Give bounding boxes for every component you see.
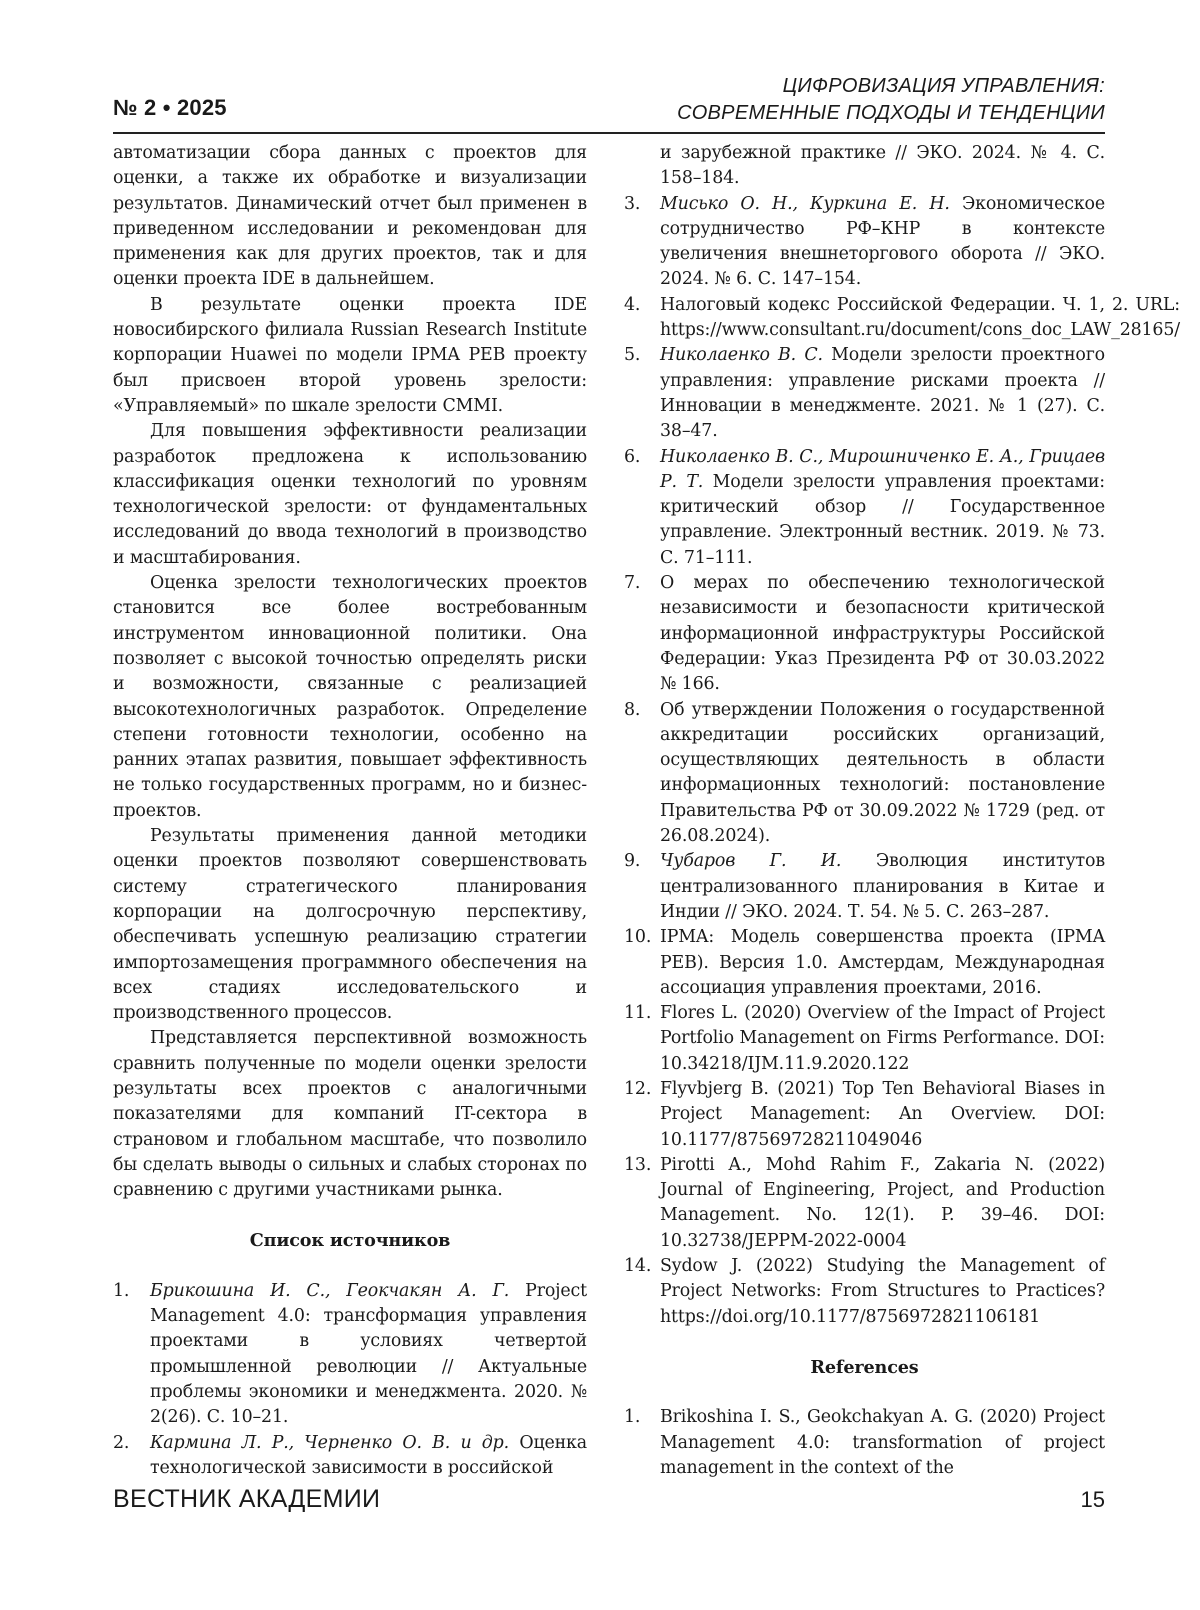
reference-item	[624, 1405, 1105, 1481]
reference-text: IPMA: Модель совершенства проекта (IPMA PEB). Версия 1.0. Амстердам, Международная ассоциация управления проектами, 2016.	[660, 927, 1105, 998]
reference-text: Экономическое сотрудничество РФ–КНР в контексте увеличения внешнеторгового оборота // ЭКО. 2024. № 6. С. 147–154.	[660, 193, 1105, 290]
reference-authors: Кармина Л. Р., Черненко О. В. и др.	[150, 1432, 510, 1453]
journal-name: ВЕСТНИК АКАДЕМИИ	[113, 1485, 381, 1513]
reference-number: 1.	[113, 1280, 130, 1301]
reference-text: Налоговый кодекс Российской Федерации. Ч. 1, 2. URL: https://www.consultant.ru/document/cons_doc_LAW_28165/	[660, 294, 1180, 341]
reference-item	[624, 293, 1180, 344]
reference-authors: Николаенко В. С., Мирошниченко Е. А., Грицаев Р. Т.	[660, 446, 1105, 492]
right-column	[624, 141, 1180, 1481]
reference-text: Sydow J. (2022) Studying the Management of Project Networks: From Structures to Practices? https://doi.org/10.1177/8756972821106181	[660, 1256, 1105, 1327]
reference-text: Модели зрелости проектного управления: управление рисками проекта // Инновации в менеджменте. 2021. № 1 (27). С. 38–47.	[660, 345, 1105, 442]
left-column	[113, 141, 587, 1481]
paragraph: В результате оценки проекта IDE новосибирского филиала Russian Research Institute корпорации Huawei по модели IPMA PEB проекту был присвоен второй уровень зрелости: «Управляемый» по шкале зрелости CMMI.	[113, 294, 587, 416]
reference-number: 4.	[624, 294, 641, 315]
reference-number: 6.	[624, 446, 641, 467]
reference-item	[624, 1001, 1105, 1077]
reference-text: Модели зрелости управления проектами: критический обзор // Государственное управление. Электронный вестник. 2019. № 73. С. 71–111.	[660, 471, 1105, 568]
reference-item	[113, 1431, 587, 1482]
reference-item	[624, 445, 1105, 571]
reference-number: 5.	[624, 345, 641, 366]
reference-text: Flyvbjerg B. (2021) Top Ten Behavioral Biases in Project Management: An Overview. DOI: 10.1177/87569728211049046	[660, 1078, 1105, 1150]
reference-number: 8.	[624, 699, 641, 720]
references-heading: References	[810, 1356, 919, 1378]
reference-item	[624, 925, 1105, 1001]
reference-item	[624, 698, 1105, 850]
section-title-line-2: СОВРЕМЕННЫЕ ПОДХОДЫ И ТЕНДЕНЦИИ	[677, 102, 1105, 124]
section-title-line-1: ЦИФРОВИЗАЦИЯ УПРАВЛЕНИЯ:	[782, 75, 1105, 97]
reference-number: 7.	[624, 573, 641, 594]
reference-text: Flores L. (2020) Overview of the Impact of Project Portfolio Management on Firms Performance. DOI: 10.34218/IJM.11.9.2020.122	[660, 1003, 1105, 1074]
section-title	[677, 73, 1105, 127]
reference-number: 2.	[113, 1432, 130, 1453]
paragraph: Результаты применения данной методики оценки проектов позволяют совершенствовать систему стратегического планирования корпорации на долгосрочную перспективу, обеспечивать успешную реализацию стратегии импортозамещения программного обеспечения на всех стадиях исследовательского и производственного процессов.	[113, 826, 587, 1024]
reference-number: 12.	[624, 1078, 652, 1099]
paragraph: Оценка зрелости технологических проектов становится все более востребованным инструментом инновационной политики. Она позволяет с высокой точностью определять риски и возможности, связанные с реализацией высокотехнологичных разработок. Определение степени готовности технологии, особенно на ранних этапах развития, повышает эффективность не только государственных программ, но и бизнес-проектов.	[113, 573, 587, 821]
reference-item	[624, 192, 1105, 293]
header-divider	[113, 132, 1105, 134]
reference-authors: Чубаров Г. И.	[660, 851, 842, 872]
reference-authors: Николаенко В. С.	[660, 345, 823, 366]
paragraph: Представляется перспективной возможность сравнить полученные по модели оценки зрелости результаты всех проектов с аналогичными показателями для компаний IT-сектора в страновом и глобальном масштабе, что позволило бы сделать выводы о сильных и слабых сторонах по сравнению с другими участниками рынка.	[113, 1028, 587, 1201]
reference-item	[113, 1279, 587, 1431]
reference-item	[624, 1077, 1105, 1153]
sources-heading: Список источников	[249, 1230, 451, 1252]
reference-authors: Брикошина И. С., Геокчакян А. Г.	[150, 1280, 510, 1301]
reference-number: 1.	[624, 1407, 641, 1428]
paragraph: Для повышения эффективности реализации разработок предложена к использованию классификация оценки технологий по уровням технологической зрелости: от фундаментальных исследований до ввода технологий в производство и масштабирования.	[113, 421, 587, 568]
reference-authors: Мисько О. Н., Куркина Е. Н.	[660, 193, 950, 214]
page-number: 15	[1080, 1487, 1105, 1512]
reference-text: Pirotti A., Mohd Rahim F., Zakaria N. (2022) Journal of Engineering, Project, and Production Management. No. 12(1). P. 39–46. DOI: 10.32738/JEPPM-2022-0004	[660, 1154, 1105, 1251]
reference-number: 13.	[624, 1154, 652, 1175]
reference-item	[624, 1254, 1105, 1330]
reference-text: О мерах по обеспечению технологической независимости и безопасности критической информационной инфраструктуры Российской Федерации: Указ Президента РФ от 30.03.2022 № 166.	[660, 573, 1105, 695]
reference-text: Оценка технологической зависимости в российской	[150, 1432, 587, 1478]
reference-item	[624, 849, 1105, 925]
reference-item-continued	[624, 141, 1105, 192]
reference-text: Эволюция институтов централизованного планирования в Китае и Индии // ЭКО. 2024. Т. 54. № 5. С. 263–287.	[660, 851, 1105, 922]
reference-number: 9.	[624, 851, 641, 872]
issue-number: № 2 • 2025	[113, 95, 227, 120]
reference-item	[624, 343, 1105, 444]
reference-text: Project Management 4.0: трансформация управления проектами в условиях четвертой промышленной революции // Актуальные проблемы экономики и менеджмента. 2020. № 2(26). С. 10–21.	[150, 1280, 587, 1428]
reference-item	[624, 571, 1105, 697]
reference-text: Brikoshina I. S., Geokchakyan A. G. (2020) Project Management 4.0: transformation of project management in the context of the	[660, 1407, 1105, 1478]
reference-item	[624, 1153, 1105, 1254]
reference-number: 3.	[624, 193, 641, 214]
reference-number: 14.	[624, 1256, 652, 1277]
reference-text: и зарубежной практике // ЭКО. 2024. № 4. С. 158–184.	[660, 143, 1105, 189]
paragraph: автоматизации сбора данных с проектов для оценки, а также их обработке и визуализации результатов. Динамический отчет был применен в приведенном исследовании и рекомендован для применения как для других проектов, так и для оценки проекта IDE в дальнейшем.	[113, 143, 587, 290]
reference-number: 11.	[624, 1003, 652, 1024]
reference-text: Об утверждении Положения о государственной аккредитации российских организаций, осуществляющих деятельность в области информационных технологий: постановление Правительства РФ от 30.09.2022 № 1729 (ред. от 26.08.2024).	[660, 699, 1105, 847]
reference-number: 10.	[624, 927, 652, 948]
